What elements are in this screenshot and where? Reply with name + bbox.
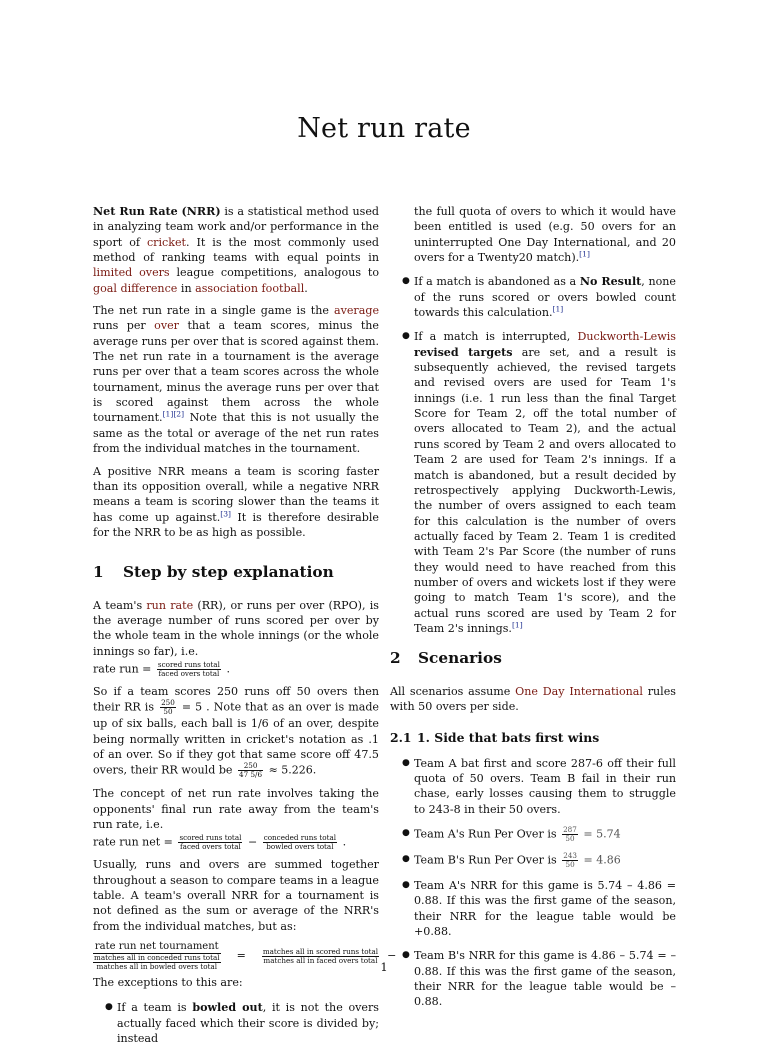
section-heading-step-by-step bbox=[93, 565, 379, 580]
section-title: Scenarios bbox=[418, 649, 502, 668]
intro-paragraph: Net Run Rate (NRR) is a statistical method used in analyzing team work and/or performance in the sport of cricket. It is the most commonly used method of ranking teams with equal points in limited overs league competitions, analogous to goal difference in association football. bbox=[93, 205, 380, 295]
run-rate-paragraph: A team's run rate (RR), or runs per over (RPO), is the average number of runs scored per over by the whole team in the whole innings (or the whole innings so far), i.e. bbox=[93, 598, 380, 658]
link-goal-difference[interactable]: goal difference bbox=[93, 281, 178, 295]
right-column bbox=[390, 204, 676, 1019]
bullet-icon: ● bbox=[402, 276, 410, 287]
bullet-icon: ● bbox=[105, 1002, 113, 1013]
link-association-football[interactable]: association football bbox=[195, 281, 305, 295]
exceptions-list bbox=[93, 1000, 379, 1046]
list-item: ● Team A bat first and score 287-6 off their full quota of 50 overs. Team B fail in their run chase, early losses causing them to struggle to 243-8 in their 50 overs. bbox=[402, 756, 676, 816]
citation-1[interactable]: [1] bbox=[579, 249, 590, 259]
bullet-icon: ● bbox=[402, 757, 410, 768]
formula-run-rate: rate run = $\frac{\text{scored runs total}}{\text{faced overs total}}$ . bbox=[93, 659, 230, 678]
link-average[interactable]: average bbox=[333, 304, 380, 318]
list-item: ● Team B's Run Per Over is $\frac{243}{50}$ = 4.86 bbox=[402, 851, 621, 870]
section-number: 2 bbox=[390, 649, 401, 668]
bullet-continuation: the full quota of overs to which it would have been entitled is used (e.g. 50 overs for an uninterrupted One Day International, and 20 overs for a Twenty20 match).[1] bbox=[414, 205, 676, 265]
bullet-icon: ● bbox=[402, 950, 410, 961]
list-item: ● If a team is bowled out, it is not the overs actually faced which their score is divided by; instead bbox=[105, 1001, 379, 1046]
fraction: $\frac{\text{matches all in conceded runs total}}{\text{matches all in bowled overs total}}$ bbox=[94, 953, 220, 972]
list-item: ● If a match is interrupted, Duckworth-Lewis revised targets are set, and a result is subsequently achieved, the revised targets and revised overs are used for Team 1's innings (i.e. 1 run less than the final Target Score for Team 2, off the total number of overs allocated to Team 2), and the actual runs scored by Team 2 and overs allocated to Team 2 are used for Team 2's innings. If a match is abandoned, but a result decided by retrospectively applying Duckworth-Lewis, the number of overs assigned to each team for this calculation is the number of overs actually faced by Team 2. Team 1 is credited with Team 2's Par Score (the number of runs they would need to have reached from this number of overs and wickets lost if they were going to match Team 1's score), and the actual runs scored are used by Team 2 for Team 2's innings.[1] bbox=[402, 330, 676, 635]
section-heading-scenarios bbox=[390, 651, 676, 666]
list-item: ● Team A's Run Per Over is $\frac{287}{50}$ = 5.74 bbox=[402, 825, 621, 844]
fraction: $\frac{\text{scored runs total}}{\text{faced overs total}}$ bbox=[157, 659, 220, 678]
term-bold: Net Run Rate bbox=[93, 205, 178, 218]
example-paragraph: So if a team scores 250 runs off 50 overs then their RR is $\frac{250}{50}$ = 5 . Note that as an over is made up of six balls, each ball is 1/6 of an over, despite being normally written in cricket's notation as .1 of an over. So if they got that same score off 47.5 overs, their RR would be $\frac{250}{47 5/6}$ ≈ 5.226. bbox=[93, 684, 379, 780]
subsection-number: 2.1 bbox=[390, 730, 412, 746]
fraction: $\frac{\text{conceded runs total}}{\text{bowled overs total}}$ bbox=[263, 833, 337, 852]
term-abbr: NRR bbox=[186, 205, 216, 218]
page-title: Net run rate bbox=[297, 113, 471, 144]
fraction: $\frac{\text{scored runs total}}{\text{faced overs total}}$ bbox=[179, 833, 242, 852]
citation-1[interactable]: [1] bbox=[511, 620, 523, 630]
fraction: $\frac{250}{47 5/6}$ bbox=[239, 761, 263, 780]
season-paragraph: Usually, runs and overs are summed together throughout a season to compare teams in a league table. A team's overall NRR for a tournament is not defined as the sum or average of the NRR's from the individual matches, but as: bbox=[93, 858, 379, 933]
link-run-rate[interactable]: run rate bbox=[146, 598, 194, 612]
list-item: ● If a match is abandoned as a No Result, none of the runs scored or overs bowled count towards this calculation.[1] bbox=[402, 275, 676, 320]
net-run-rate-concept-paragraph: The concept of net run rate involves taking the opponents' final run rate away from the team's run rate, i.e. bbox=[93, 787, 379, 831]
subsection-heading-side-bats-first bbox=[390, 730, 676, 745]
bullet-icon: ● bbox=[402, 828, 410, 839]
fraction: $\frac{243}{50}$ bbox=[563, 851, 577, 870]
link-one-day-international[interactable]: One Day International bbox=[515, 684, 643, 698]
bullet-icon: ● bbox=[402, 331, 410, 342]
link-duckworth-lewis[interactable]: Duckworth-Lewis bbox=[577, 330, 676, 344]
left-column bbox=[93, 204, 397, 1055]
section-title: Step by step explanation bbox=[123, 563, 334, 582]
fraction: $\frac{250}{50}$ bbox=[161, 698, 175, 717]
subsection-title: 1. Side that bats first wins bbox=[417, 730, 600, 746]
page-number: 1 bbox=[380, 960, 388, 974]
section-number: 1 bbox=[93, 563, 104, 582]
positive-nrr-paragraph: A positive NRR means a team is scoring faster than its opposition overall, while a negative NRR means a team is scoring slower than the teams it has come up against.[3] It is therefore desirable for the NRR to be as high as possible. bbox=[93, 464, 379, 539]
bullet-icon: ● bbox=[402, 880, 410, 891]
exceptions-list-continued bbox=[390, 274, 676, 636]
link-over[interactable]: over bbox=[154, 319, 179, 333]
citation-1[interactable]: [1] bbox=[162, 409, 174, 419]
fraction: $\frac{\text{matches all in scored runs total}}{\text{matches all in faced overs total}}$ bbox=[262, 946, 379, 965]
exceptions-paragraph: The exceptions to this are: bbox=[93, 976, 243, 990]
citation-2[interactable]: [2] bbox=[173, 409, 185, 419]
citation-1[interactable]: [1] bbox=[552, 304, 564, 314]
scenarios-paragraph: All scenarios assume One Day International rules with 50 overs per side. bbox=[390, 684, 676, 713]
citation-3[interactable]: [3] bbox=[220, 508, 232, 518]
bullet-icon: ● bbox=[402, 854, 410, 865]
list-item: ● Team A's NRR for this game is 5.74 – 4.86 = 0.88. If this was the first game of the season, their NRR for the league table would be +0.88. bbox=[402, 879, 676, 939]
fraction: $\frac{287}{50}$ bbox=[563, 825, 577, 844]
link-limited-overs[interactable]: limited overs bbox=[93, 266, 170, 280]
definition-paragraph: The net run rate in a single game is the average runs per over that a team scores, minus the average runs per over that is scored against them. The net run rate in a tournament is the average runs per over that a team scores across the whole tournament, minus the average runs per over that is scored against them across the whole tournament.[1][2] Note that this is not usually the same as the total or average of the net run rates from the individual matches in the tournament. bbox=[93, 304, 380, 456]
link-cricket[interactable]: cricket bbox=[146, 235, 186, 249]
formula-net-run-rate: rate run net = $\frac{\text{scored runs total}}{\text{faced overs total}}$ − $\frac{\text{conceded runs total}}{\text{bowled overs total}}$ . bbox=[93, 833, 347, 852]
formula-tournament-nrr: rate run net tournament $\frac{\text{matches all in conceded runs total}}{\text{matches all in bowled overs total}}$ = $\frac{\text{matches all in scored runs total}}{\text{matches all in faced overs total}}$ − bbox=[94, 941, 397, 972]
list-item: ● Team B's NRR for this game is 4.86 – 5.74 = –0.88. If this was the first game of the season, their NRR for the league table would be –0.88. bbox=[402, 949, 676, 1009]
